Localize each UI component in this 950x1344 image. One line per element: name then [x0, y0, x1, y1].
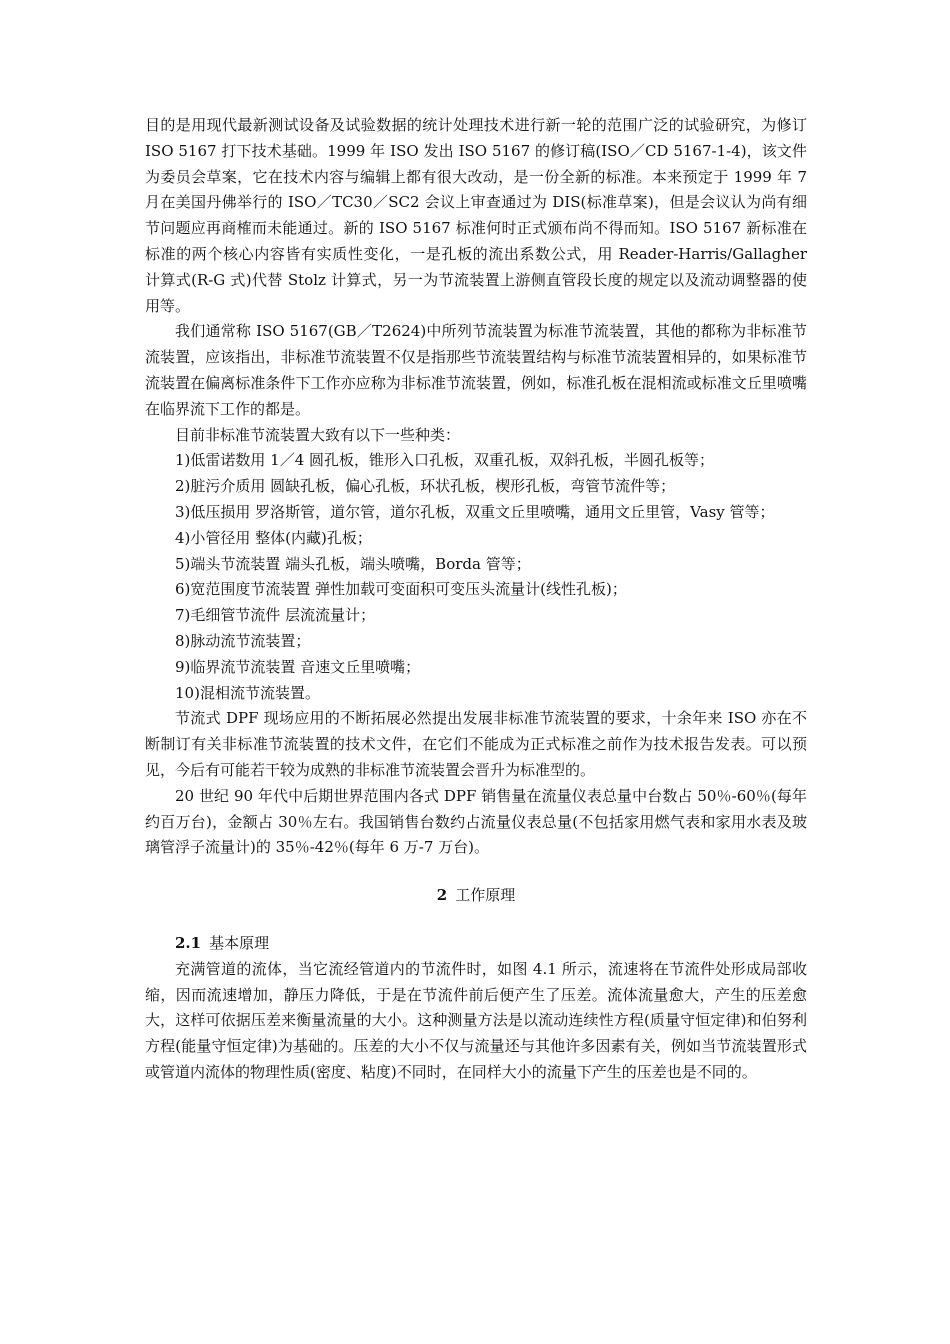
paragraph-definition: 我们通常称 ISO 5167(GB／T2624)中所列节流装置为标准节流装置，其他的都称为非标准节流装置，应该指出，非标准节流装置不仅是指那些节流装置结构与标准节流装置相异的，如果标准节流装置在偏离标准条件下工作亦应称为非标准节流装置，例如，标准孔板在混相流或标准文丘里喷嘴在临界流下工作的都是。 [145, 322, 807, 418]
list-item: 6)宽范围度节流装置 弹性加载可变面积可变压头流量计(线性孔板)； [175, 580, 627, 599]
section-title: 工作原理 [455, 886, 516, 905]
paragraph-types-intro: 目前非标准节流装置大致有以下一些种类： [175, 425, 461, 444]
paragraph-market: 20 世纪 90 年代中后期世界范围内各式 DPF 销售量在流量仪表总量中台数占 50％-60％(每年约百万台)，金额占 30％左右。我国销售台数约占流量仪表总量(不包括家用燃气表和家用水表及玻璃管浮子流量计)的 35％-42％(每年 6 万-7 万台)。 [145, 786, 807, 857]
document-body [145, 113, 807, 1086]
list-item: 2)脏污介质用 圆缺孔板，偏心孔板，环状孔板，楔形孔板，弯管节流件等； [175, 477, 676, 496]
section-heading [145, 883, 807, 909]
list-item: 8)脉动流节流装置； [175, 631, 311, 650]
paragraph-development: 节流式 DPF 现场应用的不断拓展必然提出发展非标准节流装置的要求，十余年来 ISO 亦在不断制订有关非标准节流装置的技术文件，在它们不能成为正式标准之前作为技术报告发表。可以预见，今后有可能若干较为成熟的非标准节流装置会晋升为标准型的。 [145, 709, 807, 779]
list-item: 4)小管径用 整体(内藏)孔板； [175, 528, 372, 547]
paragraph-principle: 充满管道的流体，当它流经管道内的节流件时，如图 4.1 所示，流速将在节流件处形成局部收缩，因而流速增加，静压力降低，于是在节流件前后便产生了压差。流体流量愈大，产生的压差愈大，这样可依据压差来衡量流量的大小。这种测量方法是以流动连续性方程(质量守恒定律)和伯努利方程(能量守恒定律)为基础的。压差的大小不仅与流量还与其他许多因素有关，例如当节流装置形式或管道内流体的物理性质(密度、粘度)不同时，在同样大小的流量下产生的压差也是不同的。 [145, 959, 807, 1081]
list-item: 10)混相流节流装置。 [175, 683, 320, 702]
list-item: 5)端头节流装置 端头孔板，端头喷嘴，Borda 管等； [175, 554, 531, 573]
subsection-heading [145, 931, 807, 957]
paragraph-intro: 目的是用现代最新测试设备及试验数据的统计处理技术进行新一轮的范围广泛的试验研究，为修订 ISO 5167 打下技术基础。1999 年 ISO 发出 ISO 5167 的修订稿(ISO／CD 5167-1-4)，该文件为委员会草案，它在技术内容与编辑上都有很大改动，是一份全新的标准。本来预定于 1999 年 7 月在美国丹佛举行的 ISO／TC30／SC2 会议上审查通过为 DIS(标准草案)，但是会议认为尚有细节问题应再商榷而未能通过。新的 ISO 5167 标准何时正式颁布尚不得而知。ISO 5167 新标准在标准的两个核心内容皆有实质性变化，一是孔板的流出系数公式，用 Reader-Harris/Gallagher 计算式(R-G 式)代替 Stolz 计算式，另一为节流装置上游侧直管段长度的规定以及流动调整器的使用等。 [145, 116, 807, 315]
subsection-number: 2.1 [175, 933, 202, 952]
subsection-title: 基本原理 [209, 933, 270, 952]
list-item: 1)低雷诺数用 1／4 圆孔板，锥形入口孔板，双重孔板，双斜孔板，半圆孔板等； [175, 451, 715, 470]
list-item: 9)临界流节流装置 音速文丘里喷嘴； [175, 657, 421, 676]
section-number: 2 [436, 886, 448, 905]
list-item: 7)毛细管节流件 层流流量计； [175, 606, 376, 625]
list-item: 3)低压损用 罗洛斯管，道尔管，道尔孔板，双重文丘里喷嘴，通用文丘里管，Vasy 管等； [175, 502, 775, 521]
